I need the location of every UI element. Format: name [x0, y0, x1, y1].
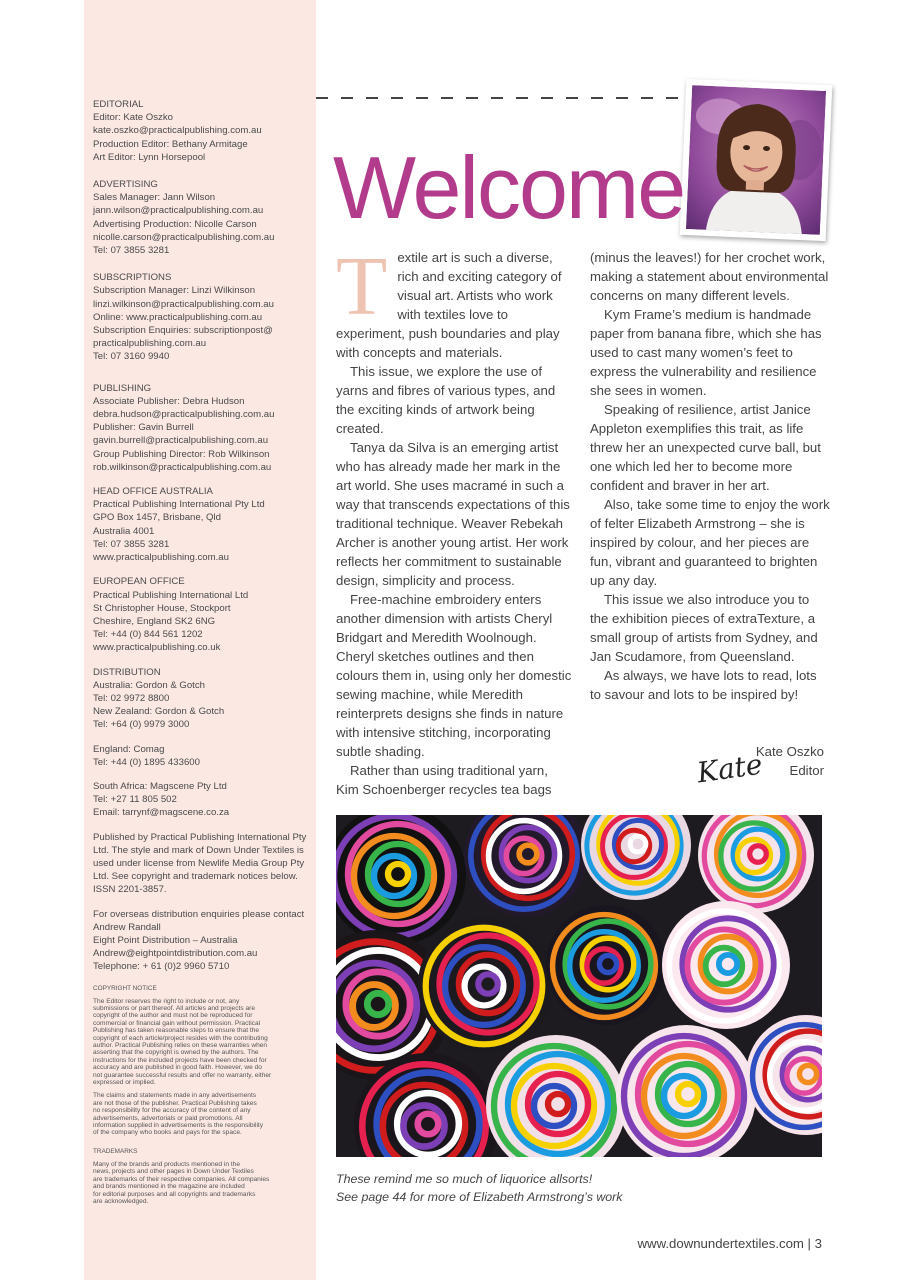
subscriptions-block [93, 271, 308, 363]
caption-line-1: These remind me so much of liquorice allsorts! [336, 1172, 593, 1186]
page-footer: www.downundertextiles.com | 3 [637, 1236, 822, 1251]
european-office-address: St Christopher House, Stockport [93, 602, 231, 614]
published-by-line: Ltd. The style and mark of Down Under Textiles is [93, 844, 304, 856]
advertising-production: Advertising Production: Nicolle Carson [93, 218, 257, 230]
overseas-intro: For overseas distribution enquiries please contact [93, 908, 305, 920]
article-paragraph: Free-machine embroidery enters another dimension with artists Cheryl Bridgart and Meredith Woolnough. Cheryl sketches outlines and then colours them in, using only her domestic sewing machine, while Meredith reinterprets designs she finds in nature with intensive stitching, incorporating subtle shading. [336, 592, 572, 759]
copyright-line: Publishing has taken reasonable steps to ensure that the [93, 1027, 260, 1035]
head-office-company: Practical Publishing International Pty Ltd [93, 499, 265, 511]
overseas-contact: Andrew Randall [93, 921, 161, 933]
signoff-name: Kate Oszko [755, 744, 824, 759]
published-by-line: used under license from Newlife Media Group Pty [93, 857, 305, 869]
article-paragraph: Tanya da Silva is an emerging artist who has already made her mark in the art world. She uses macramé in such a way that transcends expectations of this traditional technique. Weaver Rebekah Archer is another young artist. Her work reflects her commitment to sustainable design, simplicity and process. [336, 440, 570, 588]
distribution-nz: New Zealand: Gordon & Gotch [93, 706, 225, 718]
south-africa-block [93, 780, 308, 820]
claims-line: are not those of the publisher. Practical Publishing takes [93, 1099, 257, 1107]
copyright-line: accuracy and are published in good faith. However, we do [93, 1064, 262, 1072]
copyright-line: copyright of the author and must not be reproduced for [93, 1012, 253, 1020]
associate-publisher: Associate Publisher: Debra Hudson [93, 395, 245, 407]
advertising-tel: Tel: 07 3855 3281 [93, 245, 170, 257]
copyright-notice [93, 998, 308, 1087]
distribution-nz-tel: Tel: +64 (0) 9979 3000 [93, 719, 190, 731]
european-office-company: Practical Publishing International Ltd [93, 589, 249, 601]
article-paragraph: (minus the leaves!) for her crochet work, making a statement about environmental concerns on many different levels. [590, 250, 829, 303]
published-by-line: Published by Practical Publishing International Pty [93, 831, 307, 843]
dashed-rule [316, 97, 688, 99]
overseas-tel: Telephone: + 61 (0)2 9960 5710 [93, 961, 230, 973]
distribution-block [93, 666, 308, 732]
sales-manager: Sales Manager: Jann Wilson [93, 192, 216, 204]
claims-line: of the company who books and pays for the space. [93, 1129, 242, 1137]
page-title: Welcome [333, 138, 685, 237]
trademarks-line: are acknowledged. [93, 1197, 149, 1205]
subscription-online[interactable]: Online: www.practicalpublishing.com.au [93, 311, 263, 323]
copyright-line: The Editor reserves the right to include or not, any [93, 997, 240, 1005]
publishing-heading: PUBLISHING [93, 382, 152, 394]
distribution-south-africa-email[interactable]: Email: tarrynf@magscene.co.za [93, 807, 230, 819]
head-office-country: Australia 4001 [93, 525, 155, 537]
publisher-email[interactable]: gavin.burrell@practicalpublishing.com.au [93, 435, 269, 447]
article-paragraph: extile art is such a diverse, rich and exciting category of visual art. Artists who work with textiles love to experiment, push boundaries and play with concepts and materials. [336, 250, 562, 360]
published-by-line: Ltd. See copyright and trademark notices below. [93, 871, 298, 883]
editorial-block [93, 98, 308, 164]
copyright-line: author. Practical Publishing relies on these warranties when [93, 1042, 268, 1050]
subscription-manager: Subscription Manager: Linzi Wilkinson [93, 285, 256, 297]
claims-line: information supplied in advertisements is the responsibility [93, 1122, 264, 1130]
head-office-heading: HEAD OFFICE AUSTRALIA [93, 486, 213, 498]
article-paragraph: This issue, we explore the use of yarns and fibres of various types, and the exciting kinds of artwork being created. [336, 364, 556, 436]
copyright-line: instructions for the included projects have been checked for [93, 1056, 267, 1064]
article-paragraph: As always, we have lots to read, lots to savour and lots to be inspired by! [590, 668, 817, 702]
subscription-tel: Tel: 07 3160 9940 [93, 351, 170, 363]
production-editor: Production Editor: Bethany Armitage [93, 138, 248, 150]
advertising-email[interactable]: nicolle.carson@practicalpublishing.com.au [93, 231, 275, 243]
article-paragraph: Also, take some time to enjoy the work of felter Elizabeth Armstrong – she is inspired by colour, and her pieces are fun, vibrant and guaranteed to brighten up any day. [590, 497, 830, 588]
issn: ISSN 2201-3857. [93, 884, 167, 896]
european-office-heading: EUROPEAN OFFICE [93, 576, 185, 588]
european-office-region: Cheshire, England SK2 6NG [93, 615, 216, 627]
group-publishing-director-email[interactable]: rob.wilkinson@practicalpublishing.com.au [93, 461, 272, 473]
european-office-tel: Tel: +44 (0) 844 561 1202 [93, 629, 203, 641]
trademarks-line: are trademarks of their respective companies. All companies [93, 1175, 270, 1183]
group-publishing-director: Group Publishing Director: Rob Wilkinson [93, 448, 270, 460]
felt-spirals-image [336, 815, 822, 1157]
distribution-heading: DISTRIBUTION [93, 666, 161, 678]
distribution-australia-tel: Tel: 02 9972 8800 [93, 692, 170, 704]
art-editor: Art Editor: Lynn Horsepool [93, 151, 206, 163]
trademarks-line: and brands mentioned in the magazine are included [93, 1183, 245, 1191]
distribution-england-tel: Tel: +44 (0) 1895 433600 [93, 756, 200, 768]
article-paragraph: This issue we also introduce you to the exhibition pieces of extraTexture, a small group of artists from Sydney, and Jan Scudamore, from Queensland. [590, 592, 818, 664]
image-caption [336, 1170, 822, 1206]
head-office-tel: Tel: 07 3855 3281 [93, 538, 170, 550]
copyright-line: submissions or part thereof. All articles and projects are [93, 1004, 255, 1012]
head-office-block [93, 485, 308, 564]
advertising-claims-notice [93, 1092, 308, 1136]
copyright-line: not guarantee successful results and offer no warranty, either [93, 1071, 272, 1079]
overseas-email[interactable]: Andrew@eightpointdistribution.com.au [93, 948, 258, 960]
copyright-line: expressed or implied. [93, 1079, 156, 1087]
advertising-heading: ADVERTISING [93, 179, 158, 191]
subscription-email[interactable]: linzi.wilkinson@practicalpublishing.com.au [93, 298, 274, 310]
trademarks-line: for editorial purposes and all copyrights and trademarks [93, 1190, 256, 1198]
overseas-company: Eight Point Distribution – Australia [93, 934, 238, 946]
editor-portrait-image [686, 85, 826, 235]
signoff [700, 742, 824, 780]
claims-line: advertisements, advertorials or paid promotions. All [93, 1114, 243, 1122]
copyright-line: commercial or financial gain without permission. Practical [93, 1019, 261, 1027]
claims-line: The claims and statements made in any advertisements [93, 1092, 257, 1100]
article-paragraph: Speaking of resilience, artist Janice Appleton exemplifies this trait, as life threw her an unexpected curve ball, but one which led her to become more confident and braver in her art. [590, 402, 821, 493]
distribution-south-africa-tel: Tel: +27 11 805 502 [93, 794, 177, 806]
sales-email[interactable]: jann.wilson@practicalpublishing.com.au [93, 205, 264, 217]
editor-photo [680, 79, 833, 241]
associate-publisher-email[interactable]: debra.hudson@practicalpublishing.com.au [93, 409, 275, 421]
distribution-england: England: Comag [93, 743, 165, 755]
overseas-block [93, 908, 308, 974]
copyright-heading: COPYRIGHT NOTICE [93, 984, 157, 992]
signoff-role: Editor [789, 763, 824, 778]
trademarks-line: Many of the brands and products mentioned in the [93, 1160, 240, 1168]
distribution-australia: Australia: Gordon & Gotch [93, 679, 205, 691]
trademarks-heading: TRADEMARKS [93, 1147, 138, 1155]
subscriptions-heading: SUBSCRIPTIONS [93, 272, 172, 284]
head-office-address: GPO Box 1457, Brisbane, Qld [93, 512, 221, 524]
head-office-website[interactable]: www.practicalpublishing.com.au [93, 552, 229, 564]
european-office-website[interactable]: www.practicalpublishing.co.uk [93, 642, 221, 654]
trademarks-notice [93, 1161, 308, 1205]
advertising-block [93, 178, 308, 257]
article-column-2 [590, 248, 830, 704]
editorial-heading: EDITORIAL [93, 99, 144, 110]
publisher: Publisher: Gavin Burrell [93, 422, 194, 434]
masthead-sidebar [84, 0, 316, 1280]
subscription-enquiries-domain: practicalpublishing.com.au [93, 338, 207, 350]
claims-line: no responsibility for the accuracy of the content of any [93, 1107, 251, 1115]
distribution-south-africa: South Africa: Magscene Pty Ltd [93, 780, 227, 792]
european-office-block [93, 575, 308, 654]
editor-name: Editor: Kate Oszko [93, 112, 173, 124]
trademarks-line: news, projects and other pages in Down Under Textiles [93, 1168, 254, 1176]
published-by-block [93, 831, 308, 897]
subscription-enquiries: Subscription Enquiries: subscriptionpost@ [93, 325, 273, 337]
article-paragraph: Kym Frame’s medium is handmade paper from banana fibre, which she has used to cast many women’s feet to express the vulnerability and resilience she sees in women. [590, 307, 822, 398]
article-paragraph: Rather than using traditional yarn, Kim Schoenberger recycles tea bags [336, 763, 552, 797]
publishing-block [93, 382, 308, 474]
copyright-line: asserting that the copyright is owned by the authors. The [93, 1049, 259, 1057]
caption-line-2: See page 44 for more of Elizabeth Armstrong’s work [336, 1190, 623, 1204]
editor-email[interactable]: kate.oszko@practicalpublishing.com.au [93, 125, 262, 137]
copyright-line: copyright of each article/project resides with the contributing [93, 1034, 268, 1042]
editor-signature: Kate [695, 747, 765, 790]
article-column-1 [336, 240, 574, 799]
felt-spirals-photo [336, 815, 822, 1157]
england-block [93, 743, 308, 769]
drop-cap: T [336, 240, 388, 333]
